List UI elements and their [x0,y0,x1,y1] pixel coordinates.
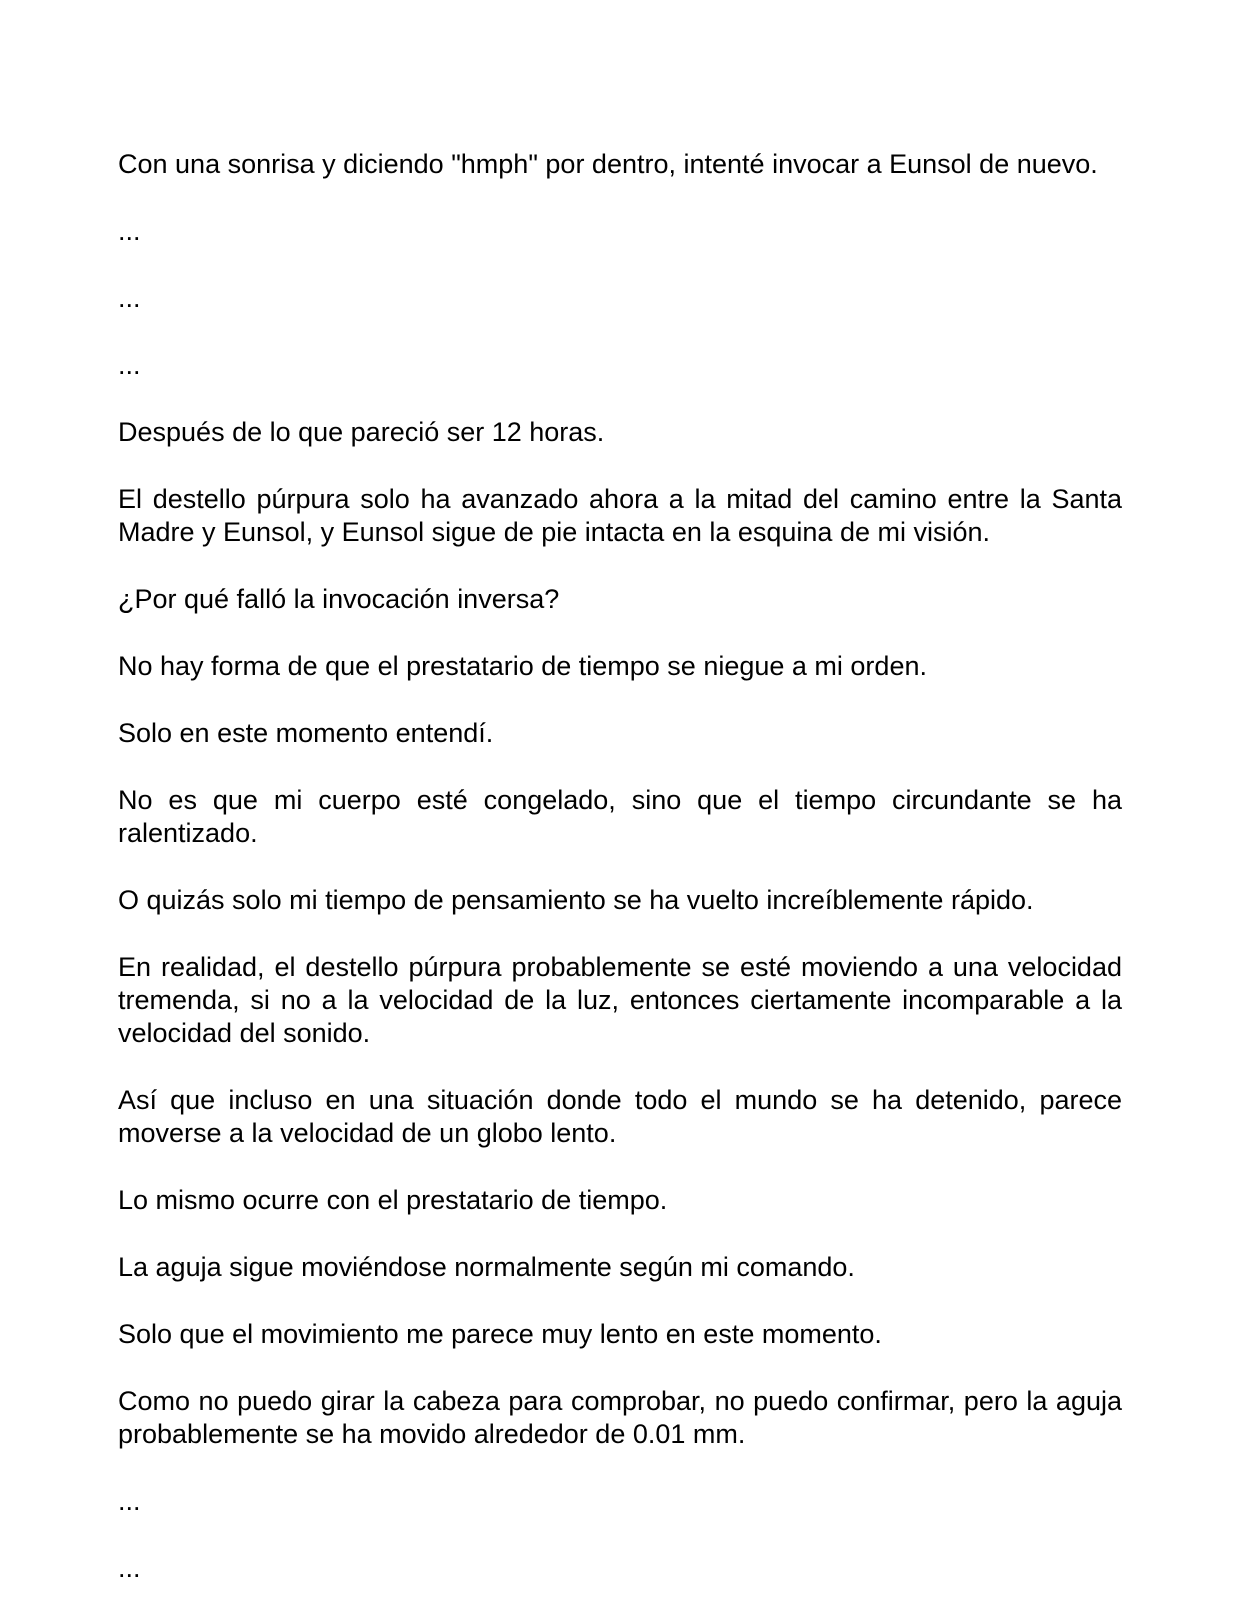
paragraph-10: No es que mi cuerpo esté congelado, sino que el tiempo circundante se ha ralentizado. [118,785,1122,848]
paragraph-14: Lo mismo ocurre con el prestatario de tiempo. [118,1185,668,1215]
paragraph-5: Después de lo que pareció ser 12 horas. [118,417,605,447]
paragraph-6: El destello púrpura solo ha avanzado ahora a la mitad del camino entre la Santa Madre y Eunsol, y Eunsol sigue de pie intacta en la esquina de mi visión. [118,484,1122,547]
paragraph-13: Así que incluso en una situación donde todo el mundo se ha detenido, parece moverse a la velocidad de un globo lento. [118,1085,1122,1148]
document-page [118,148,1122,1619]
paragraph-9: Solo en este momento entendí. [118,718,494,748]
paragraph-11: O quizás solo mi tiempo de pensamiento se ha vuelto increíblemente rápido. [118,885,1034,915]
paragraph-12: En realidad, el destello púrpura probablemente se esté moviendo a una velocidad tremenda, si no a la velocidad de la luz, entonces ciertamente incomparable a la velocidad del sonido. [118,952,1122,1048]
paragraph-17: Como no puedo girar la cabeza para comprobar, no puedo confirmar, pero la aguja probablemente se ha movido alrededor de 0.01 mm. [118,1386,1122,1449]
paragraph-19: ... [118,1553,141,1583]
paragraph-1: Con una sonrisa y diciendo "hmph" por dentro, intenté invocar a Eunsol de nuevo. [118,149,1098,179]
paragraph-18: ... [118,1486,141,1516]
paragraph-15: La aguja sigue moviéndose normalmente según mi comando. [118,1252,855,1282]
paragraph-3: ... [118,283,141,313]
paragraph-2: ... [118,216,141,246]
paragraph-7: ¿Por qué falló la invocación inversa? [118,584,560,614]
paragraph-4: ... [118,350,141,380]
paragraph-16: Solo que el movimiento me parece muy lento en este momento. [118,1319,882,1349]
paragraph-8: No hay forma de que el prestatario de tiempo se niegue a mi orden. [118,651,927,681]
